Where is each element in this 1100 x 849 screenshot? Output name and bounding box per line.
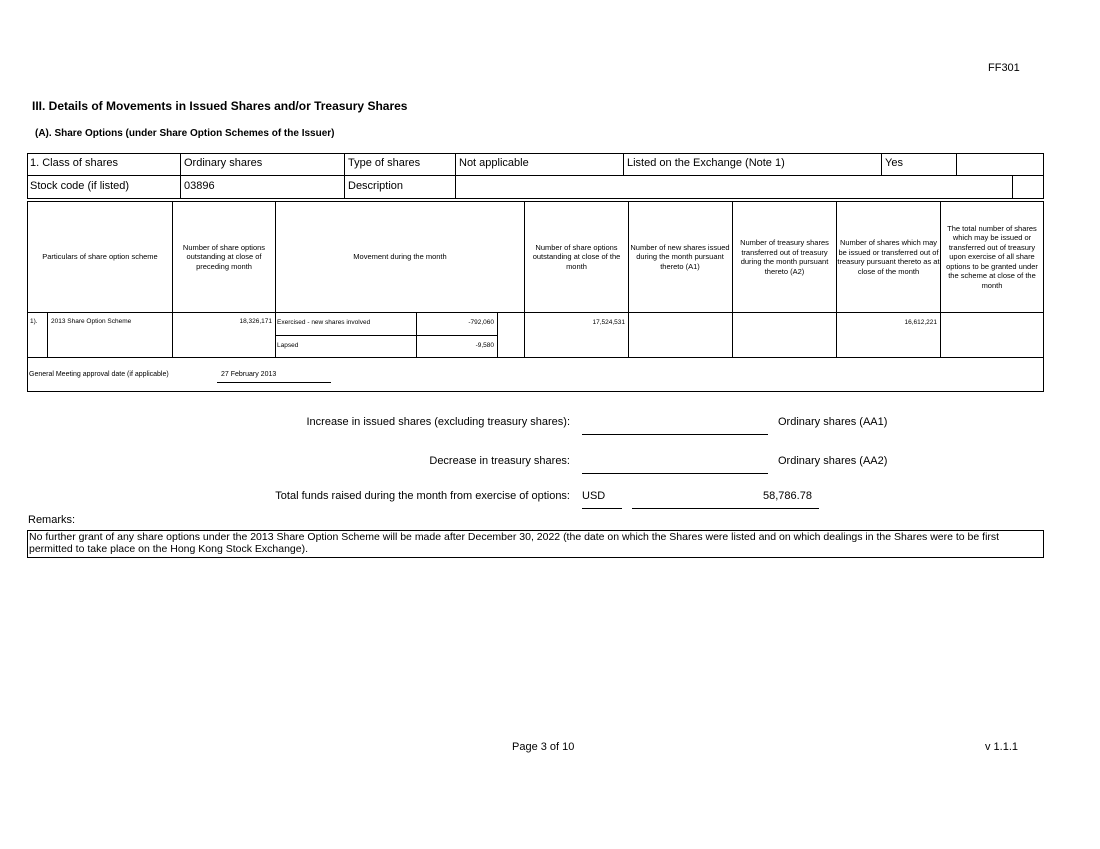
class-value: Ordinary shares xyxy=(184,157,263,169)
gm-approval-label: General Meeting approval date (if applicable) xyxy=(29,371,169,378)
form-code: FF301 xyxy=(988,62,1020,74)
page-number: Page 3 of 10 xyxy=(512,741,575,753)
section-title: III. Details of Movements in Issued Shares and/or Treasury Shares xyxy=(32,99,408,113)
scheme-name: 2013 Share Option Scheme xyxy=(51,318,132,325)
header-treasury-transferred: Number of treasury shares transferred out of treasury during the month pursuant thereto (A2) xyxy=(740,238,829,276)
scheme-may-be-issued: 16,612,221 xyxy=(904,319,937,326)
type-label: Type of shares xyxy=(348,157,421,169)
header-outstanding-preceding: Number of share options outstanding at close of preceding month xyxy=(182,242,266,271)
increase-label: Increase in issued shares (excluding treasury shares): xyxy=(306,416,570,428)
movement-value-lapsed: -9,580 xyxy=(475,342,494,349)
header-particulars: Particulars of share option scheme xyxy=(42,252,158,262)
version: v 1.1.1 xyxy=(985,741,1019,753)
remarks-text: No further grant of any share options under the 2013 Share Option Scheme will be made after December 30, 2022 (the date on which the Shares were listed and on which dealings in the Shares were to be first permitted to take place on the Hong Kong Stock Exchange). xyxy=(29,531,1000,555)
header-may-be-issued: Number of shares which may be issued or transferred out of treasury pursuant thereto as at close of the month xyxy=(837,238,940,276)
decrease-unit: Ordinary shares (AA2) xyxy=(778,455,888,467)
stock-code-label: Stock code (if listed) xyxy=(30,180,130,192)
sub-title: (A). Share Options (under Share Option Schemes of the Issuer) xyxy=(35,128,335,139)
header-total-number: The total number of shares which may be issued or transferred out of treasury upon exercise of all share options to be granted under the scheme at close of the month xyxy=(946,223,1038,290)
movement-label-lapsed: Lapsed xyxy=(277,342,299,349)
class-label: 1. Class of shares xyxy=(30,157,119,169)
header-new-shares: Number of new shares issued during the month pursuant thereto (A1) xyxy=(630,242,730,271)
description-label: Description xyxy=(348,180,404,192)
type-value: Not applicable xyxy=(459,157,529,169)
movement-label-exercised: Exercised - new shares involved xyxy=(277,319,371,326)
remarks-label: Remarks: xyxy=(28,514,76,526)
movement-value-exercised: -792,060 xyxy=(468,319,494,326)
header-outstanding-close: Number of share options outstanding at close of the month xyxy=(532,242,621,271)
funds-currency: USD xyxy=(582,490,606,502)
listed-value: Yes xyxy=(885,157,903,169)
stock-code-value: 03896 xyxy=(184,180,215,192)
funds-label: Total funds raised during the month from exercise of options: xyxy=(275,490,570,502)
funds-value: 58,786.78 xyxy=(763,490,812,502)
gm-approval-date: 27 February 2013 xyxy=(221,371,277,378)
decrease-label: Decrease in treasury shares: xyxy=(429,455,570,467)
scheme-outstanding-close: 17,524,531 xyxy=(592,319,625,326)
listed-label: Listed on the Exchange (Note 1) xyxy=(627,157,785,169)
scheme-index: 1). xyxy=(30,318,38,325)
increase-unit: Ordinary shares (AA1) xyxy=(778,416,888,428)
header-movement: Movement during the month xyxy=(353,252,447,262)
scheme-outstanding-preceding: 18,326,171 xyxy=(239,318,272,325)
